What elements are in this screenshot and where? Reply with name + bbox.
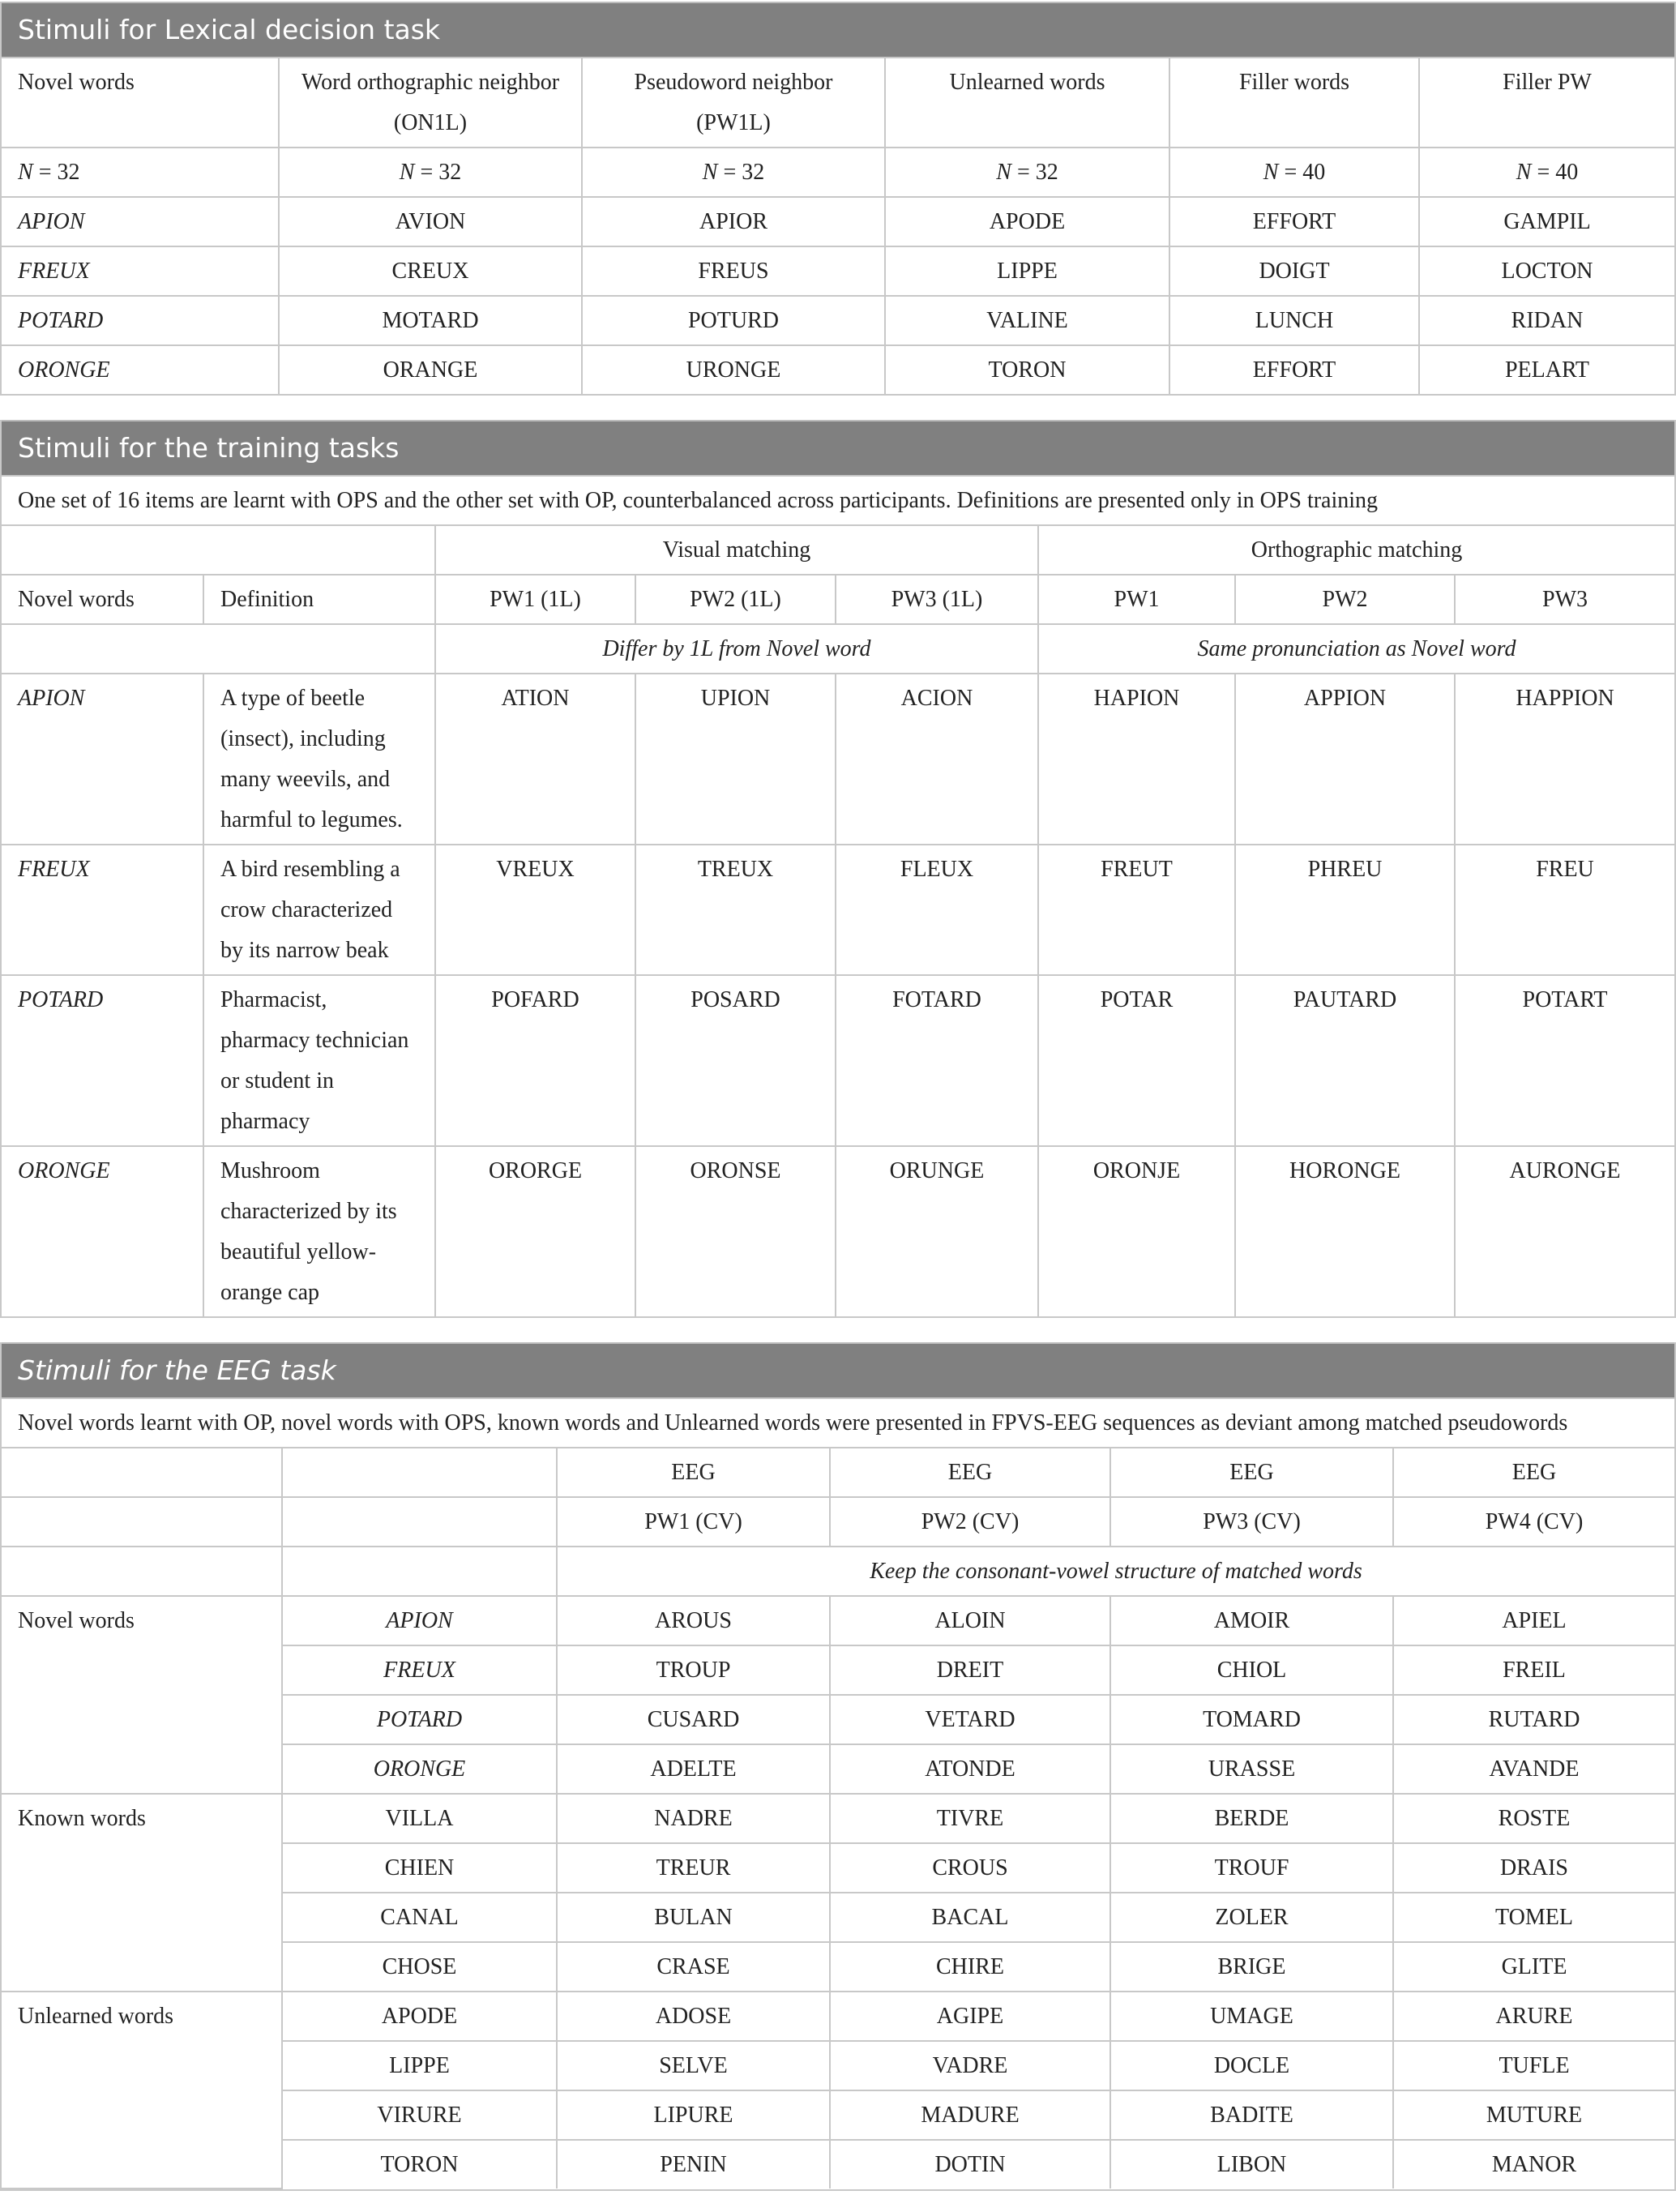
table-cell: DREIT (830, 1645, 1110, 1695)
table-cell: ORONGE (2, 345, 279, 394)
table-cell: AROUS (557, 1596, 830, 1645)
group-label: Novel words (2, 1596, 282, 1794)
section-title: Stimuli for the EEG task (2, 1342, 1674, 1397)
table-cell: TREUR (557, 1843, 830, 1893)
subheader-row (2, 1547, 1674, 1596)
table-row (2, 197, 1674, 246)
table-cell: FREUX (2, 246, 279, 296)
table-cell: PENIN (557, 2140, 830, 2188)
group-header: Visual matching (435, 525, 1038, 575)
table-cell: FREU (1455, 845, 1674, 975)
table-row (2, 1992, 1674, 2041)
column-header: PW1 (1L) (435, 575, 635, 624)
header-row (2, 1497, 1674, 1547)
table-cell: CHIRE (830, 1942, 1110, 1992)
table-cell: CANAL (282, 1893, 557, 1942)
table-cell: BULAN (557, 1893, 830, 1942)
table-cell (2, 624, 435, 674)
table-cell: MUTURE (1393, 2090, 1674, 2140)
column-header: Pseudoword neighbor (PW1L) (582, 58, 885, 148)
header-row (2, 575, 1674, 624)
column-header: Word orthographic neighbor (ON1L) (279, 58, 582, 148)
column-header: EEG (830, 1448, 1110, 1497)
table-cell: ORONSE (635, 1146, 836, 1316)
group-header-row (2, 525, 1674, 575)
table-row (2, 674, 1674, 845)
table-cell: ADOSE (557, 1992, 830, 2041)
table-cell: TREUX (635, 845, 836, 975)
group-label: Known words (2, 1794, 282, 1992)
table-cell: APPION (1235, 674, 1455, 845)
table-cell: ACION (836, 674, 1038, 845)
table-cell: FLEUX (836, 845, 1038, 975)
eeg-label-row (2, 1448, 1674, 1497)
table-cell: TOMEL (1393, 1893, 1674, 1942)
table-cell: TROUP (557, 1645, 830, 1695)
column-header: Definition (203, 575, 435, 624)
table-cell: FOTARD (836, 975, 1038, 1146)
table-cell: VETARD (830, 1695, 1110, 1744)
table-cell: POFARD (435, 975, 635, 1146)
column-header: PW1 (CV) (557, 1497, 830, 1547)
count-cell: N = 40 (1169, 148, 1419, 197)
table-cell (282, 1547, 557, 1596)
table-cell: VIRURE (282, 2090, 557, 2140)
table-cell (2, 1448, 282, 1497)
table-cell: DOIGT (1169, 246, 1419, 296)
table-cell: POTARD (282, 1695, 557, 1744)
table-note: Novel words learnt with OP, novel words with OPS, known words and Unlearned words were presented in FPVS-EEG sequences as deviant among matched pseudowords (2, 1398, 1674, 1448)
table-cell: MOTARD (279, 296, 582, 345)
table-cell: EFFORT (1169, 197, 1419, 246)
table-row (2, 1146, 1674, 1316)
table-cell: POTART (1455, 975, 1674, 1146)
table-cell: GAMPIL (1419, 197, 1674, 246)
table-cell: RIDAN (1419, 296, 1674, 345)
table-cell: NADRE (557, 1794, 830, 1843)
table-cell: AVANDE (1393, 1744, 1674, 1794)
table-cell: ATONDE (830, 1744, 1110, 1794)
table-row (2, 845, 1674, 975)
subheader: Same pronunciation as Novel word (1038, 624, 1674, 674)
table-note: One set of 16 items are learnt with OPS and the other set with OP, counterbalanced across participants. Definitions are presented only in OPS training (2, 476, 1674, 525)
table-cell: APION (282, 1596, 557, 1645)
eeg-section (0, 1342, 1676, 2191)
column-header: EEG (1393, 1448, 1674, 1497)
table-cell: ORANGE (279, 345, 582, 394)
column-header: PW2 (1L) (635, 575, 836, 624)
table-cell: APODE (885, 197, 1169, 246)
column-header: PW4 (CV) (1393, 1497, 1674, 1547)
table-cell: UPION (635, 674, 836, 845)
table-cell: HAPPION (1455, 674, 1674, 845)
table-cell: CREUX (279, 246, 582, 296)
table-cell: LIPURE (557, 2090, 830, 2140)
table-cell: MADURE (830, 2090, 1110, 2140)
column-header: PW3 (1L) (836, 575, 1038, 624)
novel-word: APION (2, 674, 203, 845)
group-header: Orthographic matching (1038, 525, 1674, 575)
table-cell: VADRE (830, 2041, 1110, 2090)
table-row (2, 345, 1674, 394)
table-cell: URONGE (582, 345, 885, 394)
table-cell: FREUT (1038, 845, 1235, 975)
table-cell: ATION (435, 674, 635, 845)
table-cell: VILLA (282, 1794, 557, 1843)
table-cell: AVION (279, 197, 582, 246)
table-cell: VREUX (435, 845, 635, 975)
table-cell: CRASE (557, 1942, 830, 1992)
table-cell: LIPPE (885, 246, 1169, 296)
lexical-decision-table (2, 57, 1674, 394)
count-cell: N = 32 (582, 148, 885, 197)
table-cell: PAUTARD (1235, 975, 1455, 1146)
table-cell: FREUS (582, 246, 885, 296)
subheader-row (2, 624, 1674, 674)
table-cell: TUFLE (1393, 2041, 1674, 2090)
table-cell: ROSTE (1393, 1794, 1674, 1843)
novel-word: FREUX (2, 845, 203, 975)
table-cell: BADITE (1110, 2090, 1393, 2140)
table-cell: HAPION (1038, 674, 1235, 845)
count-row (2, 148, 1674, 197)
definition: Pharmacist, pharmacy technician or student in pharmacy (203, 975, 435, 1146)
eeg-table (2, 1397, 1674, 2189)
table-cell (2, 1497, 282, 1547)
table-cell: ZOLER (1110, 1893, 1393, 1942)
table-cell: ORONGE (282, 1744, 557, 1794)
column-header: EEG (1110, 1448, 1393, 1497)
table-cell: APION (2, 197, 279, 246)
table-cell: UMAGE (1110, 1992, 1393, 2041)
note-row (2, 1398, 1674, 1448)
table-cell: MANOR (1393, 2140, 1674, 2188)
column-header: Novel words (2, 58, 279, 148)
note-row (2, 476, 1674, 525)
table-cell: CROUS (830, 1843, 1110, 1893)
table-cell: APIEL (1393, 1596, 1674, 1645)
column-header: PW3 (CV) (1110, 1497, 1393, 1547)
novel-word: POTARD (2, 975, 203, 1146)
table-cell: POTARD (2, 296, 279, 345)
table-cell: EFFORT (1169, 345, 1419, 394)
subheader: Differ by 1L from Novel word (435, 624, 1038, 674)
table-cell: RUTARD (1393, 1695, 1674, 1744)
table-cell: TIVRE (830, 1794, 1110, 1843)
table-cell: TORON (885, 345, 1169, 394)
definition: A bird resembling a crow characterized by its narrow beak (203, 845, 435, 975)
training-table (2, 475, 1674, 1316)
table-cell: APODE (282, 1992, 557, 2041)
table-cell: DRAIS (1393, 1843, 1674, 1893)
table-cell: CUSARD (557, 1695, 830, 1744)
table-cell: CHIEN (282, 1843, 557, 1893)
table-cell: BACAL (830, 1893, 1110, 1942)
table-cell: CHOSE (282, 1942, 557, 1992)
column-header: Filler words (1169, 58, 1419, 148)
count-cell: N = 32 (2, 148, 279, 197)
column-header: PW1 (1038, 575, 1235, 624)
table-cell: CHIOL (1110, 1645, 1393, 1695)
table-cell: DOCLE (1110, 2041, 1393, 2090)
table-cell: ALOIN (830, 1596, 1110, 1645)
table-cell: AURONGE (1455, 1146, 1674, 1316)
group-label: Unlearned words (2, 1992, 282, 2188)
table-cell: AGIPE (830, 1992, 1110, 2041)
table-cell: AMOIR (1110, 1596, 1393, 1645)
lexical-decision-section (0, 2, 1676, 396)
table-cell: ORORGE (435, 1146, 635, 1316)
count-cell: N = 40 (1419, 148, 1674, 197)
table-cell: ADELTE (557, 1744, 830, 1794)
table-cell: TROUF (1110, 1843, 1393, 1893)
table-cell: VALINE (885, 296, 1169, 345)
table-cell: POTAR (1038, 975, 1235, 1146)
table-cell: TOMARD (1110, 1695, 1393, 1744)
table-cell: URASSE (1110, 1744, 1393, 1794)
table-cell: PHREU (1235, 845, 1455, 975)
table-cell: PELART (1419, 345, 1674, 394)
table-cell: POTURD (582, 296, 885, 345)
table-cell: LUNCH (1169, 296, 1419, 345)
table-row (2, 1794, 1674, 1843)
column-header: PW2 (1235, 575, 1455, 624)
table-cell: LIPPE (282, 2041, 557, 2090)
novel-word: ORONGE (2, 1146, 203, 1316)
table-cell: POSARD (635, 975, 836, 1146)
table-row (2, 246, 1674, 296)
count-cell: N = 32 (885, 148, 1169, 197)
column-header: PW2 (CV) (830, 1497, 1110, 1547)
count-cell: N = 32 (279, 148, 582, 197)
table-cell (2, 1547, 282, 1596)
table-cell: ORUNGE (836, 1146, 1038, 1316)
column-header: Novel words (2, 575, 203, 624)
table-cell: FREIL (1393, 1645, 1674, 1695)
column-header: Unlearned words (885, 58, 1169, 148)
training-section (0, 420, 1676, 1318)
section-title: Stimuli for Lexical decision task (2, 2, 1674, 57)
table-cell: DOTIN (830, 2140, 1110, 2188)
column-header: PW3 (1455, 575, 1674, 624)
table-row (2, 975, 1674, 1146)
table-cell (282, 1448, 557, 1497)
table-cell (2, 525, 435, 575)
table-cell: LIBON (1110, 2140, 1393, 2188)
table-cell: SELVE (557, 2041, 830, 2090)
column-header: Filler PW (1419, 58, 1674, 148)
table-cell: LOCTON (1419, 246, 1674, 296)
table-row (2, 296, 1674, 345)
table-cell: BERDE (1110, 1794, 1393, 1843)
column-header: EEG (557, 1448, 830, 1497)
table-cell: BRIGE (1110, 1942, 1393, 1992)
table-cell: ARURE (1393, 1992, 1674, 2041)
header-row (2, 58, 1674, 148)
table-row (2, 1596, 1674, 1645)
table-cell: APIOR (582, 197, 885, 246)
table-cell: HORONGE (1235, 1146, 1455, 1316)
table-cell: ORONJE (1038, 1146, 1235, 1316)
definition: Mushroom characterized by its beautiful yellow-orange cap (203, 1146, 435, 1316)
table-cell: GLITE (1393, 1942, 1674, 1992)
table-cell: TORON (282, 2140, 557, 2188)
subheader: Keep the consonant-vowel structure of matched words (557, 1547, 1674, 1596)
table-cell (282, 1497, 557, 1547)
section-title: Stimuli for the training tasks (2, 420, 1674, 475)
definition: A type of beetle (insect), including many weevils, and harmful to legumes. (203, 674, 435, 845)
table-cell: FREUX (282, 1645, 557, 1695)
